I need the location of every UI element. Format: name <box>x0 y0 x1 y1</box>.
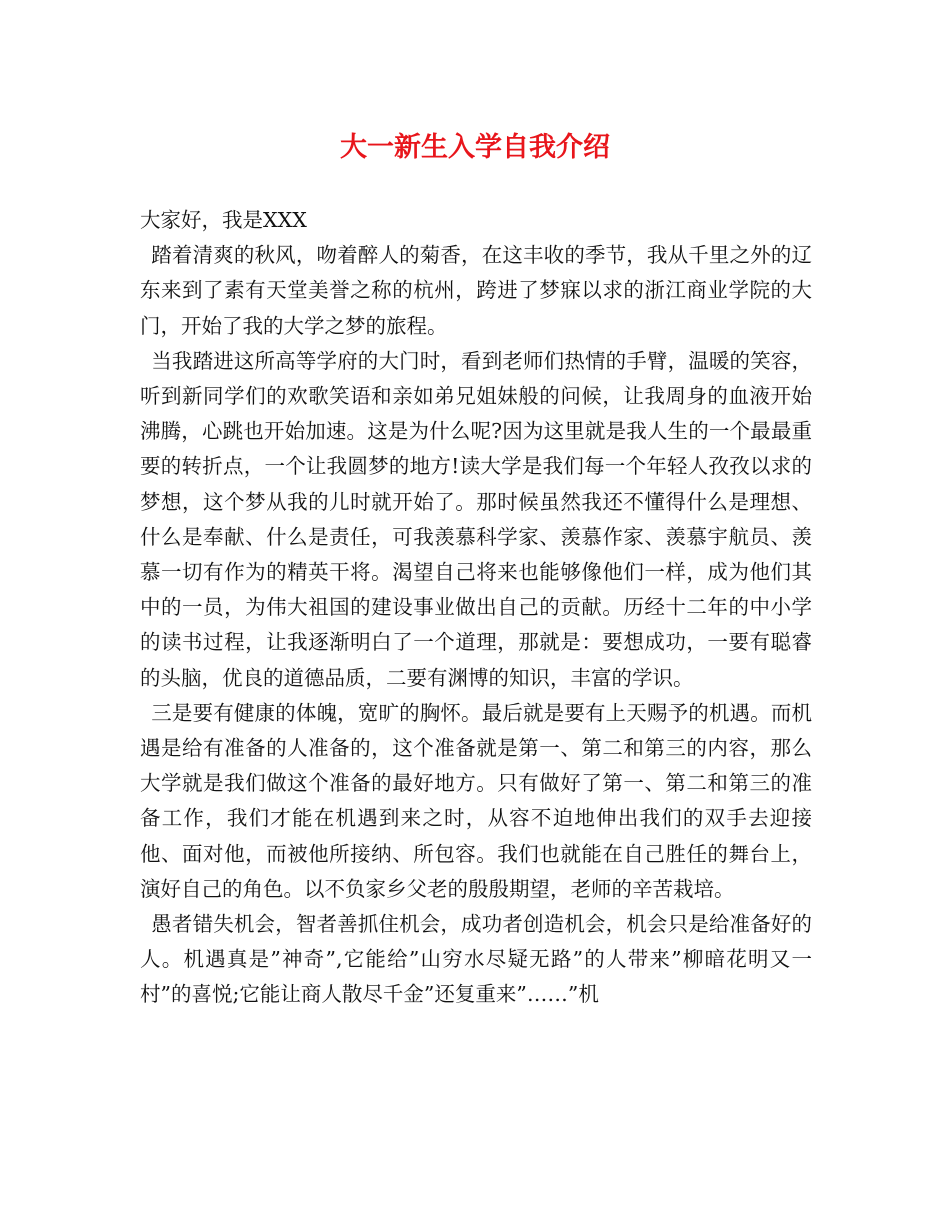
document-body <box>140 203 812 1013</box>
body-paragraph-4: 愚者错失机会，智者善抓住机会，成功者创造机会，机会只是给准备好的人。机遇真是”神奇”,它能给”山穷水尽疑无路”的人带来”柳暗花明又一村”的喜悦;它能让商人散尽千金”还复重来”……”机 <box>140 912 812 1007</box>
body-paragraph-2: 当我踏进这所高等学府的大门时，看到老师们热情的手臂，温暖的笑容，听到新同学们的欢歌笑语和亲如弟兄姐妹般的问候，让我周身的血液开始沸腾，心跳也开始加速。这是为什么呢?因为这里就是我人生的一个最最重要的转折点，一个让我圆梦的地方!读大学是我们每一个年轻人孜孜以求的梦想，这个梦从我的儿时就开始了。那时候虽然我还不懂得什么是理想、什么是奉献、什么是责任，可我羡慕科学家、羡慕作家、羡慕宇航员、羡慕一切有作为的精英干将。渴望自己将来也能够像他们一样，成为他们其中的一员，为伟大祖国的建设事业做出自己的贡献。历经十二年的中小学的读书过程，让我逐渐明白了一个道理，那就是：要想成功，一要有聪睿的头脑，优良的道德品质，二要有渊博的知识，丰富的学识。 <box>140 348 812 690</box>
document-title: 大一新生入学自我介绍 <box>340 132 610 163</box>
greeting-paragraph: 大家好，我是XXX <box>140 208 307 232</box>
body-paragraph-3: 三是要有健康的体魄，宽旷的胸怀。最后就是要有上天赐予的机遇。而机遇是给有准备的人准备的，这个准备就是第一、第二和第三的内容，那么大学就是我们做这个准备的最好地方。只有做好了第一、第二和第三的准备工作，我们才能在机遇到来之时，从容不迫地伸出我们的双手去迎接他、面对他，而被他所接纳、所包容。我们也就能在自己胜任的舞台上，演好自己的角色。以不负家乡父老的殷殷期望，老师的辛苦栽培。 <box>140 700 812 901</box>
body-paragraph-1: 踏着清爽的秋风，吻着醉人的菊香，在这丰收的季节，我从千里之外的辽东来到了素有天堂美誉之称的杭州，跨进了梦寐以求的浙江商业学院的大门，开始了我的大学之梦的旅程。 <box>140 243 812 338</box>
